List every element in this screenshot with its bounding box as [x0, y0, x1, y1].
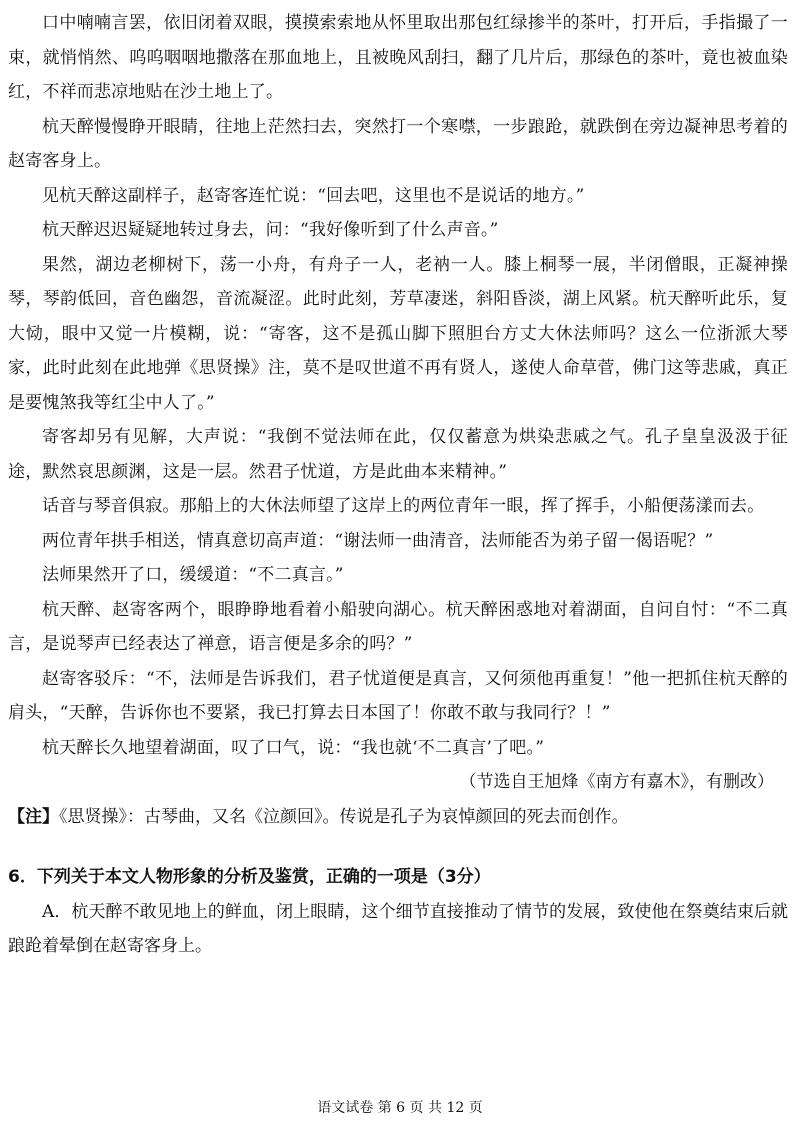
annotation-note: [8, 800, 788, 835]
question-6: [8, 860, 788, 964]
passage-source: （节选自王旭烽《南方有嘉木》，有删改）: [459, 772, 774, 792]
passage-paragraph: 杭天醉长久地望着湖面，叹了口气，说：“我也就‘不二真言’了吧。”: [42, 737, 545, 758]
passage-paragraph: 两位青年拱手相送，情真意切高声道：“谢法师一曲清音，法师能否为弟子留一偈语呢？”: [42, 530, 714, 551]
page-footer: 语文试卷 第 6 页 共 12 页: [317, 1100, 483, 1116]
note-text: 《思贤操》：古琴曲，又名《泣颜回》。传说是孔子为哀悼颜回的死去而创作。: [59, 806, 629, 827]
passage: [8, 6, 788, 834]
passage-paragraph: 寄客却另有见解，大声说：“我倒不觉法师在此，仅仅蓄意为烘染悲戚之气。孔子皇皇汲汲于征途，默然哀思颜渊，这是一层。然君子忧道，方是此曲本来精神。”: [8, 427, 788, 482]
passage-paragraph: 见杭天醉这副样子，赵寄客连忙说：“回去吧，这里也不是说话的地方。”: [42, 185, 585, 206]
passage-paragraph: 口中喃喃言罢，依旧闭着双眼，摸摸索索地从怀里取出那包红绿掺半的茶叶，打开后，手指撮了一束，就悄悄然、呜呜咽咽地撒落在那血地上，且被晚风刮扫，翻了几片后，那绿色的茶叶，竟也被血染红，不祥而悲凉地贴在沙土地上了。: [8, 13, 788, 102]
passage-paragraph: 话音与琴音俱寂。那船上的大休法师望了这岸上的两位青年一眼，挥了挥手，小船便荡漾而去。: [42, 496, 765, 516]
note-tag: 【注】: [8, 806, 59, 827]
passage-paragraph: 杭天醉迟迟疑疑地转过身去，问：“我好像听到了什么声音。”: [42, 220, 499, 240]
passage-paragraph: 赵寄客驳斥：“不，法师是告诉我们，君子忧道便是真言，又何须他再重复！”他一把抓住杭天醉的肩头，“天醉，告诉你也不要紧，我已打算去日本国了！你敢不敢与我同行？！”: [8, 668, 788, 723]
passage-paragraph: 杭天醉、赵寄客两个，眼睁睁地看着小船驶向湖心。杭天醉困惑地对着湖面，自问自忖：“不二真言，是说琴声已经表达了禅意，语言便是多余的吗？”: [8, 599, 788, 654]
passage-paragraph: 法师果然开了口，缓缓道：“不二真言。”: [42, 565, 344, 585]
passage-paragraph: 果然，湖边老柳树下，荡一小舟，有舟子一人，老衲一人。膝上桐琴一展，半闭僧眼，正凝神操琴，琴韵低回，音色幽怨，音流凝涩。此时此刻，芳草凄迷，斜阳昏淡，湖上风紧。杭天醉听此乐，复大恸，眼中又觉一片模糊，说：“寄客，这不是孤山脚下照胆台方丈大休法师吗？这么一位浙派大琴家，此时此刻在此地弹《思贤操》注，莫不是叹世道不再有贤人，遂使人命草菅，佛门这等悲戚，真正是要愧煞我等红尘中人了。”: [8, 254, 788, 413]
question-option-a: A．杭天醉不敢见地上的鲜血，闭上眼睛，这个细节直接推动了情节的发展，致使他在祭奠结束后就踉跄着晕倒在赵寄客身上。: [8, 901, 788, 956]
passage-paragraph: 杭天醉慢慢睁开眼睛，往地上茫然扫去，突然打一个寒噤，一步踉跄，就跌倒在旁边凝神思考着的赵寄客身上。: [8, 116, 788, 171]
question-title: 6．下列关于本文人物形象的分析及鉴赏，正确的一项是（3分）: [8, 867, 491, 887]
